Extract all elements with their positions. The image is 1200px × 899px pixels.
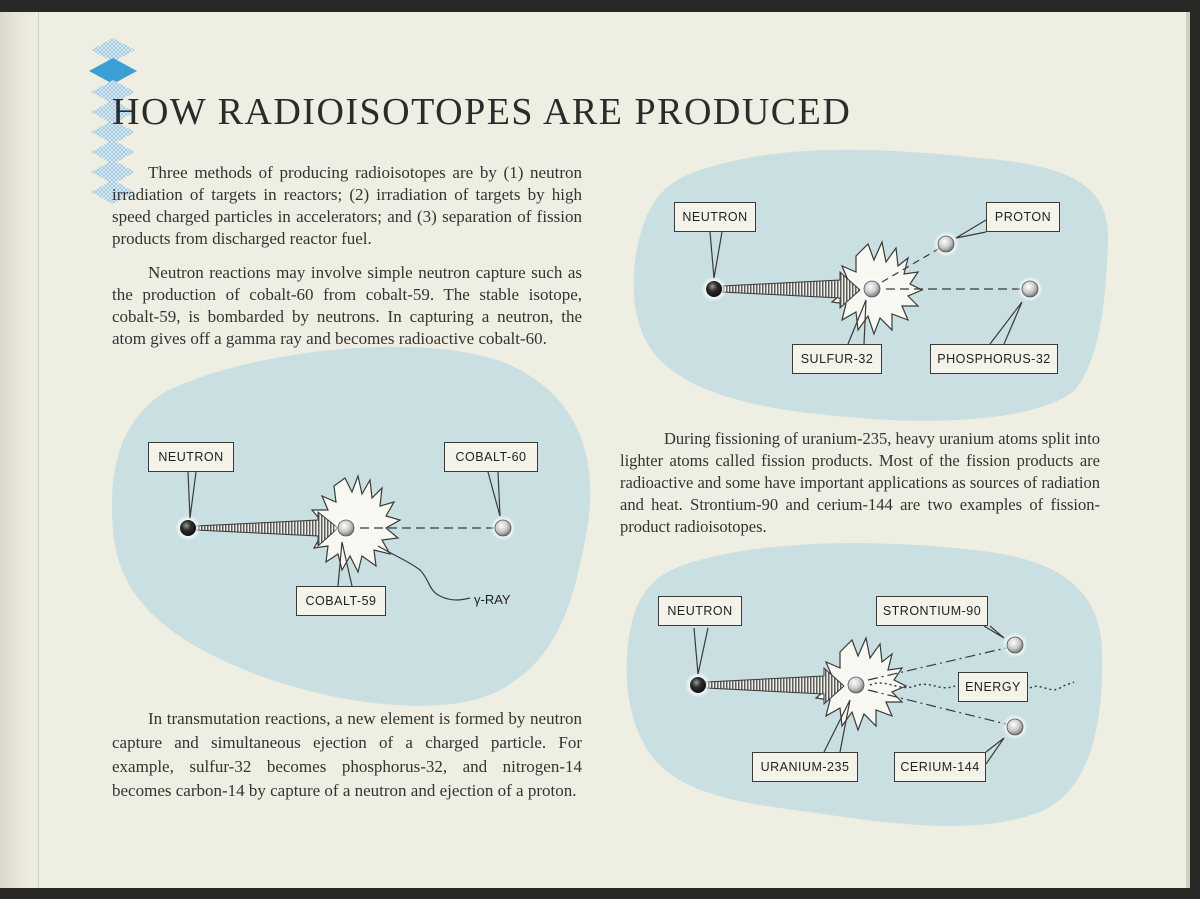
atom-particle (1007, 637, 1023, 653)
neutron-particle (180, 520, 196, 536)
atom-particle (848, 677, 864, 693)
label-gamma-ray: γ-RAY (474, 592, 511, 607)
paragraph-methods: Three methods of producing radioisotopes are by (1) neutron irradiation of targets in reactors; (2) irradiation of targets by high speed charged particles in accelerators; and (3) separation of fission products from discharged reactor fuel. (112, 163, 582, 248)
atom-particle (1007, 719, 1023, 735)
page-title: HOW RADIOISOTOPES ARE PRODUCED (112, 91, 852, 133)
label-energy: ENERGY (958, 672, 1028, 702)
label-neutron: NEUTRON (148, 442, 234, 472)
atom-particle (1022, 281, 1038, 297)
atom-particle (864, 281, 880, 297)
label-sulfur-32: SULFUR-32 (792, 344, 882, 374)
paragraph-transmutation: In transmutation reactions, a new element is formed by neutron capture and simultaneous ejection of a charged particle. For example, sulfur-32 becomes phosphorus-32, and nitrogen-14 becomes carbon-14 by capture of a neutron and ejection of a proton. (112, 709, 582, 800)
atom-particle (338, 520, 354, 536)
label-proton: PROTON (986, 202, 1060, 232)
paragraph-neutron-capture: Neutron reactions may involve simple neutron capture such as the production of cobalt-60 from cobalt-59. The stable isotope, cobalt-59, is bombarded by neutrons. In capturing a neutron, the atom gives off a gamma ray and becomes radioactive cobalt-60. (112, 263, 582, 348)
neutron-particle (706, 281, 722, 297)
label-cerium-144: CERIUM-144 (894, 752, 986, 782)
label-phosphorus-32: PHOSPHORUS-32 (930, 344, 1058, 374)
atom-particle (938, 236, 954, 252)
label-strontium-90: STRONTIUM-90 (876, 596, 988, 626)
atom-particle (495, 520, 511, 536)
label-uranium-235: URANIUM-235 (752, 752, 858, 782)
label-cobalt-59: COBALT-59 (296, 586, 386, 616)
label-neutron: NEUTRON (674, 202, 756, 232)
label-neutron: NEUTRON (658, 596, 742, 626)
paragraph-fission: During fissioning of uranium-235, heavy uranium atoms split into lighter atoms called fission products. Most of the fission products are radioactive and some have important applications as sources of radiation and heat. Strontium-90 and cerium-144 are two examples of fission-product radioisotopes. (620, 429, 1100, 536)
neutron-particle (690, 677, 706, 693)
label-cobalt-60: COBALT-60 (444, 442, 538, 472)
